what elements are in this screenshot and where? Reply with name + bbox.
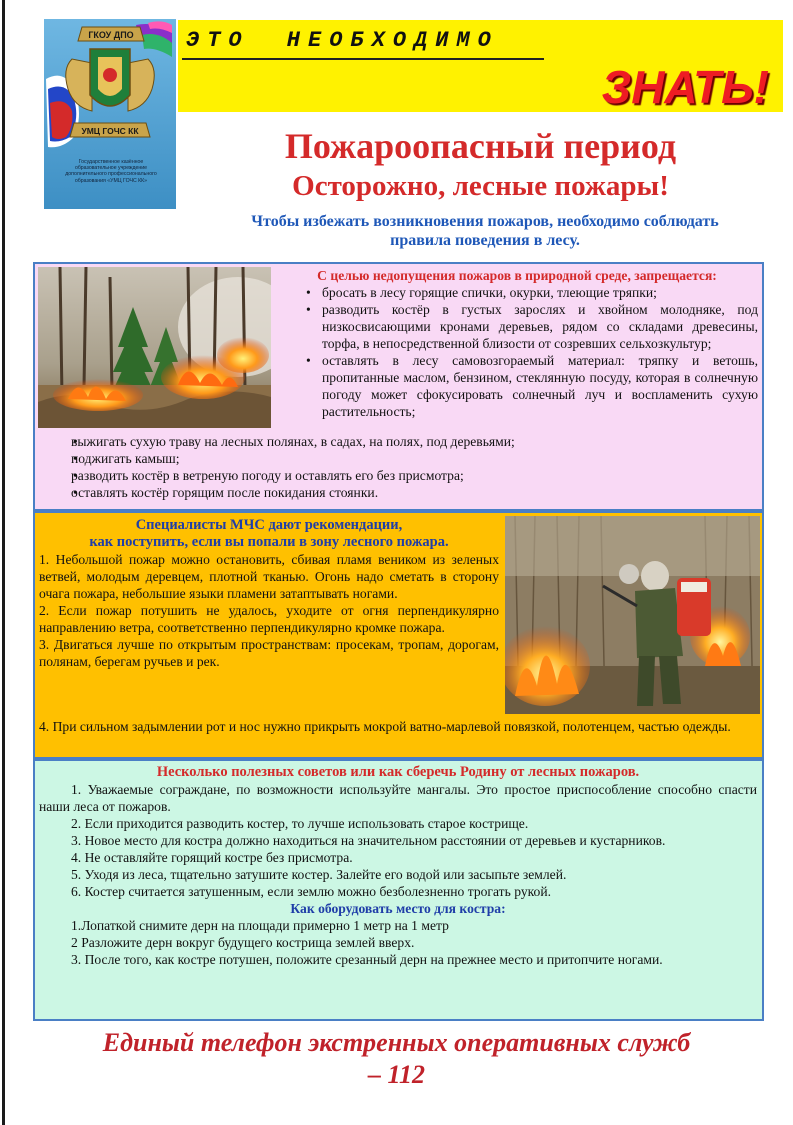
tip-item: 1. Уважаемые сограждане, по возможности используйте мангалы. Это простое приспособление способно спасти наши леса от пожаров. — [39, 782, 757, 814]
banner-top-text: ЭТО НЕОБХОДИМО — [186, 28, 499, 53]
emergency-phone-title: Единый телефон экстренных оперативных служб — [102, 1028, 691, 1057]
recommendations-text — [39, 517, 499, 670]
recommendations-heading-1: Специалисты МЧС дают рекомендации, — [135, 517, 403, 533]
prohibition-item: • поджигать камыш; — [43, 450, 758, 467]
mchs-recommendations-section — [33, 511, 764, 759]
prohibition-item: • бросать в лесу горящие спички, окурки, тлеющие тряпки; — [276, 284, 758, 301]
prohibitions-bottom-list — [43, 433, 758, 501]
campfire-step: 3. После того, как костре потушен, положите срезанный дерн на прежнее место и притопчите ногами. — [71, 952, 663, 967]
recommendation-item: 2. Если пожар потушить не удалось, уходите от огня перпендикулярно направлению ветра, соответственно перпендикулярно кромке пожара. — [39, 603, 499, 635]
tips-heading: Несколько полезных советов или как сберечь Родину от лесных пожаров. — [156, 764, 640, 780]
recommendation-item: 1. Небольшой пожар можно остановить, сбивая пламя веником из зеленых ветвей, молодым деревцем, плотной тканью. Огонь надо сметать в сторону очага пожара, небольшие языки пламени затаптывать ногами. — [39, 552, 499, 601]
tips-text — [39, 764, 757, 968]
campfire-step: 1.Лопаткой снимите дерн на площади примерно 1 метр на 1 метр — [71, 918, 449, 933]
logo-caption: Государственное казённое образовательное учреждение дополнительного профессионального образования «УМЦ ГОЧС КК» — [65, 159, 157, 184]
tip-item: 4. Не оставляйте горящий костре без присмотра. — [71, 850, 353, 865]
prohibitions-section — [33, 262, 764, 511]
recommendation-item: 4. При сильном задымлении рот и нос нужно прикрыть мокрой ватно-марлевой повязкой, полотенцем, частью одежды. — [39, 719, 731, 734]
tip-item: 6. Костер считается затушенным, если землю можно безболезненно трогать рукой. — [71, 884, 552, 899]
recommendation-item: 3. Двигаться лучше по открытым пространствам: просекам, тропам, дорогам, полянам, берегам ручьев и рек. — [39, 637, 499, 669]
banner-znat-text: ЗНАТЬ! — [601, 61, 769, 113]
intro-text: Чтобы избежать возникновения пожаров, необходимо соблюдать правила поведения в лесу. — [251, 213, 719, 249]
organization-logo — [44, 19, 176, 209]
prohibitions-heading: С целью недопущения пожаров в природной среде, запрещается: — [317, 268, 717, 283]
prohibitions-top-text — [276, 267, 758, 420]
campfire-step: 2 Разложите дерн вокруг будущего кострища землей вверх. — [71, 935, 415, 950]
logo-top-text: ГКОУ ДПО — [88, 30, 134, 40]
prohibition-item: • оставлять костёр горящим после покидания стоянки. — [43, 484, 758, 501]
page-subtitle: Осторожно, лесные пожары! — [292, 170, 669, 202]
prohibition-item: • разводить костёр в густых зарослях и хвойном молодняке, под низкосвисающими кронами деревьев, рядом со складами древесины, торфа, в непосредственной близости от созревших сельхозкультур; — [276, 301, 758, 352]
forest-fire-photo — [38, 267, 271, 428]
page-title: Пожароопасный период — [284, 126, 677, 166]
useful-tips-section — [33, 759, 764, 1021]
recommendations-heading-2: как поступить, если вы попали в зону лесного пожара. — [89, 534, 449, 550]
campfire-heading: Как оборудовать место для костра: — [290, 901, 506, 916]
tip-item: 5. Уходя из леса, тщательно затушите костер. Залейте его водой или засыпьте землей. — [71, 867, 567, 882]
logo-bottom-text: УМЦ ГОЧС КК — [81, 126, 139, 136]
prohibition-item: • выжигать сухую траву на лесных полянах, в садах, на полях, под деревьями; — [43, 433, 758, 450]
emergency-phone-number: – 112 — [367, 1060, 426, 1089]
banner-underline — [182, 58, 544, 60]
prohibition-item: • оставлять в лесу самовозгораемый материал: тряпку и ветошь, пропитанные маслом, бензином, стеклянную посуду, которая в солнечную погоду может сфокусировать солнечный луч и воспламенить сухую растительность; — [276, 352, 758, 420]
page-border — [2, 0, 5, 1125]
prohibition-item: • разводить костёр в ветреную погоду и оставлять его без присмотра; — [43, 467, 758, 484]
tip-item: 3. Новое место для костра должно находиться на значительном расстоянии от деревьев и кустарников. — [71, 833, 666, 848]
firefighter-photo — [505, 516, 760, 714]
tip-item: 2. Если приходится разводить костер, то лучше использовать старое кострище. — [71, 816, 529, 831]
